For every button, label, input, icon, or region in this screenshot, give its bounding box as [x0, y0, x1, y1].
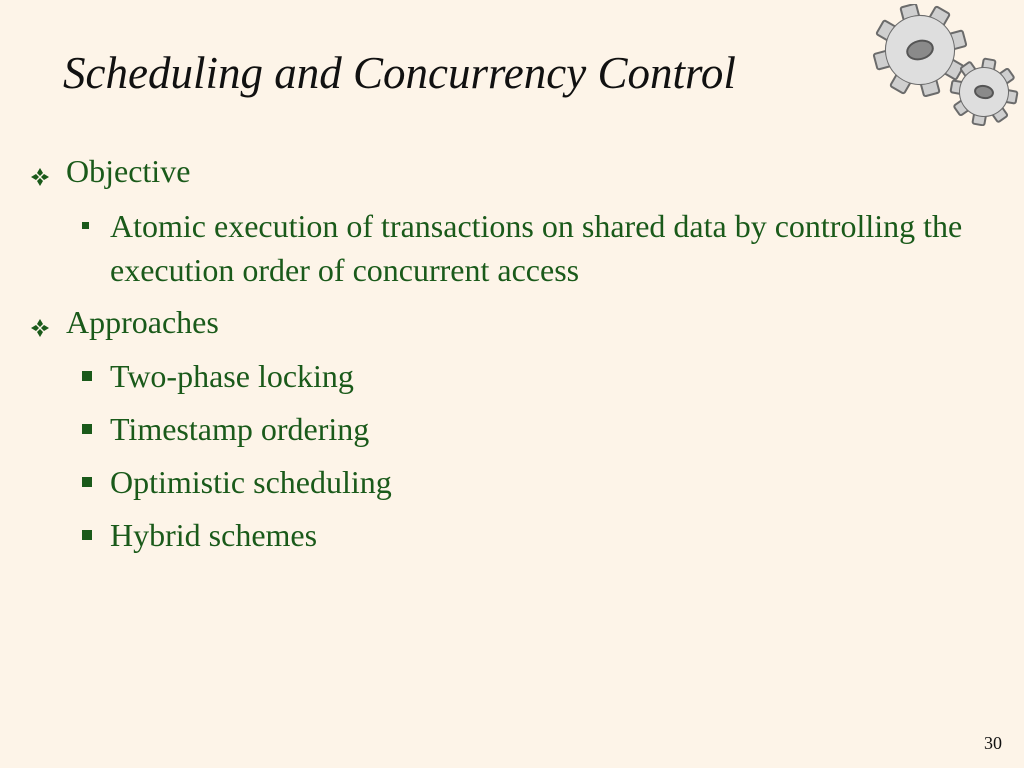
page-number: 30	[984, 733, 1002, 753]
square-bullet-icon	[82, 371, 92, 381]
approach-item-timestamp-ordering: Timestamp ordering	[110, 411, 370, 447]
approach-item-hybrid-schemes: Hybrid schemes	[110, 517, 318, 553]
approaches-heading: Approaches	[66, 304, 219, 340]
approach-item-two-phase-locking: Two-phase locking	[110, 358, 354, 394]
objective-heading: Objective	[66, 153, 191, 189]
slide-title: Scheduling and Concurrency Control	[63, 48, 736, 98]
square-bullet-icon	[82, 530, 92, 540]
square-bullet-icon	[82, 477, 92, 487]
objective-item: Atomic execution of transactions on shared data by controlling the execution order of concurrent access	[110, 208, 963, 288]
square-bullet-icon	[82, 222, 89, 229]
square-bullet-icon	[82, 424, 92, 434]
diamond-bullet-icon	[30, 167, 50, 187]
approach-item-optimistic-scheduling: Optimistic scheduling	[110, 464, 392, 500]
gears-icon	[862, 4, 1024, 126]
diamond-bullet-icon	[30, 318, 50, 338]
